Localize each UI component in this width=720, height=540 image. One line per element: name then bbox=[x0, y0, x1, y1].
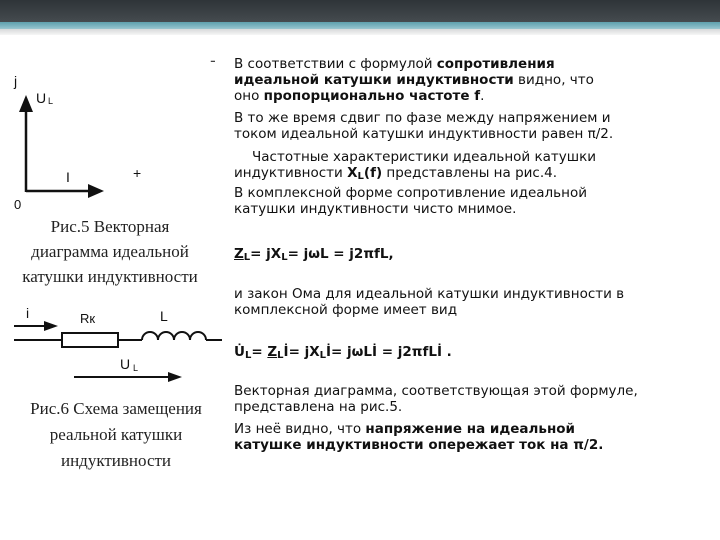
inductor-label: L bbox=[160, 308, 168, 324]
text-run: = jX bbox=[288, 344, 320, 360]
resistor-label: Rк bbox=[80, 311, 96, 326]
text-run: индуктивности bbox=[234, 165, 348, 181]
text-run: U̇ bbox=[234, 344, 245, 360]
axis-origin-label: 0 bbox=[14, 197, 22, 212]
text-run: оно bbox=[234, 88, 264, 104]
p2-line2: током идеальной катушки индуктивности равен π/2. bbox=[234, 126, 614, 142]
p7-line2: катушке индуктивности опережает ток на π/2. bbox=[234, 437, 604, 453]
current-i-label: i bbox=[26, 305, 30, 321]
text-run: İ bbox=[326, 344, 332, 360]
voltage-vector-sub: L bbox=[48, 96, 54, 106]
p1-line2 bbox=[234, 72, 594, 88]
axis-j-label: j bbox=[14, 73, 18, 89]
p5-line2: комплексной форме имеет вид bbox=[234, 302, 458, 318]
subscript: L bbox=[357, 171, 364, 182]
subscript: L bbox=[277, 350, 284, 361]
text-run: Из неё видно, что bbox=[234, 421, 366, 437]
text-run: видно, что bbox=[513, 72, 594, 88]
text-run-bold: идеальной катушки индуктивности bbox=[234, 72, 514, 88]
text-run: Z bbox=[234, 246, 244, 262]
subscript: L bbox=[243, 252, 251, 263]
subscript: L bbox=[244, 350, 252, 361]
caption-line: диаграмма идеальной bbox=[31, 242, 189, 261]
text-run: . bbox=[441, 344, 452, 360]
ohm-law-formula bbox=[234, 344, 452, 364]
p1-line1 bbox=[234, 56, 555, 72]
text-run-bold: сопротивления bbox=[436, 56, 555, 72]
p7-line1 bbox=[234, 421, 575, 437]
real-axis-plus: + bbox=[133, 165, 142, 181]
caption-line: катушки индуктивности bbox=[22, 267, 198, 286]
voltage-ul-label: U bbox=[120, 356, 131, 372]
subscript: L bbox=[319, 350, 326, 361]
p4-line1: В комплексной форме сопротивление идеальной bbox=[234, 185, 587, 201]
p6-line1: Векторная диаграмма, соответствующая этой формуле, bbox=[234, 383, 638, 399]
equivalent-circuit bbox=[0, 0, 230, 400]
current-vector-label: I bbox=[66, 169, 70, 185]
text-run-bold: X bbox=[347, 165, 358, 181]
subscript: L bbox=[281, 252, 288, 263]
text-run: = bbox=[251, 344, 268, 360]
caption-line: Рис.5 Векторная bbox=[50, 217, 170, 236]
text-run: . bbox=[480, 88, 485, 104]
text-run: представлены на рис.4. bbox=[382, 165, 558, 181]
p4-line2: катушки индуктивности чисто мнимое. bbox=[234, 201, 517, 217]
fig6-caption bbox=[6, 396, 226, 474]
p3-line2 bbox=[234, 165, 557, 185]
impedance-formula bbox=[234, 246, 394, 266]
text-run: İ bbox=[436, 344, 442, 360]
p2-line1: В то же время сдвиг по фазе между напряжением и bbox=[234, 110, 611, 126]
bullet-marker: - bbox=[210, 51, 216, 70]
text-run: İ bbox=[372, 344, 378, 360]
p5-line1: и закон Ома для идеальной катушки индуктивности в bbox=[234, 286, 625, 302]
text-run: = jωL = j2πfL, bbox=[287, 246, 394, 262]
text-run: = jωL bbox=[331, 344, 373, 360]
caption-line: индуктивности bbox=[60, 451, 172, 470]
text-run: В соответствии с формулой bbox=[234, 56, 437, 72]
caption-line: реальной катушки bbox=[49, 425, 183, 444]
text-run: İ bbox=[283, 344, 289, 360]
p3-line1: Частотные характеристики идеальной катушки bbox=[252, 149, 597, 165]
p1-line3 bbox=[234, 88, 484, 104]
text-run: = j2πfL bbox=[377, 344, 437, 360]
caption-line: Рис.6 Схема замещения bbox=[30, 399, 202, 418]
text-run: Z bbox=[267, 344, 278, 360]
text-run-bold: пропорционально частоте f bbox=[263, 88, 481, 104]
p6-line2: представлена на рис.5. bbox=[234, 399, 403, 415]
text-run-bold: (f) bbox=[363, 165, 383, 181]
voltage-vector-label: U bbox=[36, 90, 47, 106]
text-run: = jX bbox=[250, 246, 282, 262]
text-run-bold: напряжение на идеальной bbox=[365, 421, 576, 437]
voltage-ul-sub: L bbox=[133, 363, 139, 373]
